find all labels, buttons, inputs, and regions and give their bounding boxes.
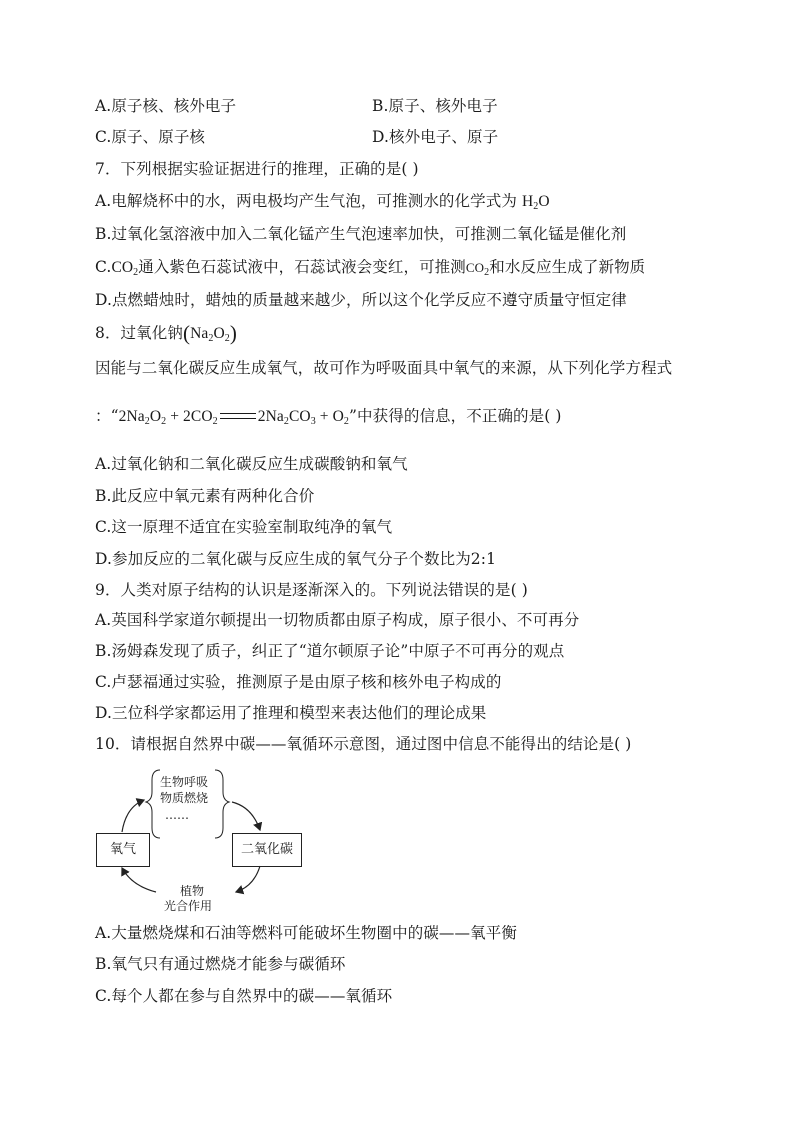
q9-option-a[interactable]: A.英国科学家道尔顿提出一切物质都由原子构成，原子很小、不可再分 [95, 611, 580, 629]
q6-row-2 [95, 127, 499, 147]
q10-option-b[interactable]: B.氧气只有通过燃烧才能参与碳循环 [95, 955, 346, 973]
q6-option-c[interactable]: C.原子、原子核 [95, 128, 206, 146]
q10-stem: 10．请根据自然界中碳——氧循环示意图，通过图中信息不能得出的结论是( ) [95, 735, 632, 753]
q9-option-c[interactable]: C.卢瑟福通过实验，推测原子是由原子核和核外电子构成的 [95, 673, 502, 691]
q10-option-a[interactable]: A.大量燃烧煤和石油等燃料可能破坏生物圈中的碳——氧平衡 [95, 924, 517, 942]
process-plants: 植物 [180, 884, 205, 898]
q7-option-d[interactable]: D.点燃蜡烛时，蜡烛的质量越来越少，所以这个化学反应不遵守质量守恒定律 [95, 291, 627, 309]
q6-option-d[interactable]: D.核外电子、原子 [372, 128, 499, 146]
sodium-peroxide-formula: $(Na_2O_2)$ [182, 321, 237, 345]
q7-option-c-prefix: C. [95, 258, 112, 276]
q7-option-a[interactable] [95, 191, 550, 212]
q9-option-b[interactable]: B.汤姆森发现了质子，纠正了“道尔顿原子论”中原子不可再分的观点 [95, 642, 565, 660]
q9-stem: 9．人类对原子结构的认识是逐渐深入的。下列说法错误的是( ) [95, 581, 528, 599]
carbon-oxygen-cycle-diagram [90, 762, 320, 917]
oxygen-box [96, 833, 150, 867]
process-ellipsis: …… [165, 808, 189, 822]
process-respiration: 生物呼吸 [160, 775, 209, 789]
q8-option-c[interactable]: C.这一原理不适宜在实验室制取纯净的氧气 [95, 518, 393, 536]
q10-option-c[interactable]: C.每个人都在参与自然界中的碳——氧循环 [95, 987, 393, 1005]
q7-stem: 7．下列根据实验证据进行的推理，正确的是( ) [95, 160, 419, 178]
q8-eq-suffix: ”中获得的信息，不正确的是( ) [349, 407, 562, 425]
process-photosynthesis: 光合作用 [164, 899, 213, 913]
q8-stem [95, 323, 237, 344]
q7-option-c-mid: 通入紫色石蕊试液中，石蕊试液会变红，可推测 [138, 258, 466, 276]
q8-stem-text: 8．过氧化钠 [95, 324, 183, 342]
process-combustion: 物质燃烧 [160, 791, 209, 805]
water-formula: $H_2O$ [521, 193, 550, 212]
q8-stem-line-2: 因能与二氧化碳反应生成氧气，故可作为呼吸面具中氧气的来源，从下列化学方程式 [95, 359, 673, 377]
q7-option-a-text: A.电解烧杯中的水，两电极均产生气泡，可推测水的化学式为 [95, 192, 517, 210]
q8-eq-prefix: ：“ [95, 407, 119, 425]
carbon-dioxide-label: 二氧化碳 [240, 842, 293, 857]
q6-option-b[interactable]: B.原子、核外电子 [372, 97, 498, 115]
q7-option-b[interactable]: B.过氧化氢溶液中加入二氧化锰产生气泡速率加快，可推测二氧化锰是催化剂 [95, 225, 627, 243]
carbon-dioxide-box [232, 833, 302, 867]
q8-option-a[interactable]: A.过氧化钠和二氧化碳反应生成碳酸钠和氧气 [95, 455, 408, 473]
co2-formula-2: $CO_2$ [465, 260, 490, 278]
q8-option-b[interactable]: B.此反应中氧元素有两种化合价 [95, 487, 315, 505]
oxygen-label: 氧气 [109, 842, 136, 857]
q8-equation-line [95, 406, 562, 427]
q7-option-c-post: 和水反应生成了新物质 [489, 258, 646, 276]
equals-sign [220, 413, 256, 421]
chemical-equation: $2Na_2O_2 + 2CO_2$ $2Na_2CO_3 + O_2$ [118, 408, 350, 427]
q6-row-1 [95, 96, 498, 116]
q9-option-d[interactable]: D.三位科学家都运用了推理和模型来表达他们的理论成果 [95, 704, 487, 722]
q7-option-c[interactable] [95, 257, 645, 278]
q6-option-a[interactable]: A.原子核、核外电子 [95, 97, 237, 115]
q8-option-d[interactable]: D.参加反应的二氧化碳与反应生成的氧气分子个数比为2:1 [95, 550, 497, 568]
co2-formula: $CO_2$ [111, 259, 139, 278]
